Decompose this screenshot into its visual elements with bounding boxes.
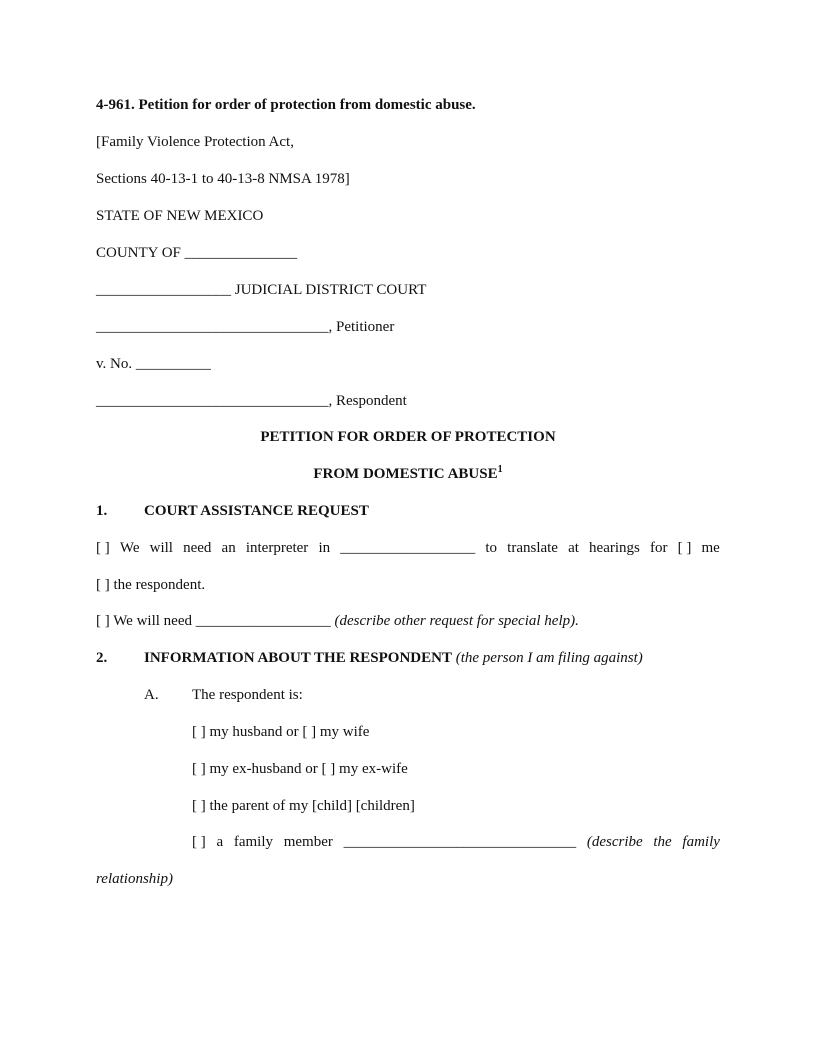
option-parent-of-child: [ ] the parent of my [child] [children] [192, 798, 415, 814]
court-caption: __________________ JUDICIAL DISTRICT COURT [96, 282, 427, 298]
respondent-line: _______________________________, Respondent [96, 393, 407, 409]
section-1-title: COURT ASSISTANCE REQUEST [144, 503, 369, 519]
petition-title-line-1: PETITION FOR ORDER OF PROTECTION [260, 429, 556, 445]
statute-line-2: Sections 40-13-1 to 40-13-8 NMSA 1978] [96, 171, 350, 187]
interp-row-word: will [149, 540, 173, 556]
option-family-member [192, 833, 720, 851]
subsection-a-letter: A. [144, 687, 159, 703]
family-relationship-cont: relationship) [96, 871, 173, 887]
interp-row-word: an [221, 540, 236, 556]
interpreter-request-line [96, 539, 720, 557]
subsection-a-label: The respondent is: [192, 687, 303, 703]
interp-row-word: for [650, 540, 668, 556]
family-row-word: member [283, 834, 333, 850]
interpreter-request-cont: [ ] the respondent. [96, 577, 206, 593]
petitioner-line: _______________________________, Petitioner [96, 319, 395, 335]
subsection-a [144, 686, 303, 704]
family-row-word: [ ] [192, 834, 206, 850]
state-caption: STATE OF NEW MEXICO [96, 208, 264, 224]
section-2-heading [96, 649, 643, 667]
case-number-line: v. No. __________ [96, 356, 211, 372]
footnote-marker: 1 [497, 464, 503, 475]
other-request-note: (describe other request for special help). [334, 613, 579, 629]
interp-row-word: need [183, 540, 212, 556]
interp-row-word: translate [507, 540, 558, 556]
other-request-text: [ ] We will need __________________ [96, 613, 335, 629]
family-row-note-word: family [682, 834, 720, 850]
interp-row-word: me [701, 540, 720, 556]
interp-row-word: We [119, 540, 140, 556]
petition-title-text: FROM DOMESTIC ABUSE [313, 466, 498, 482]
option-ex-spouse: [ ] my ex-husband or [ ] my ex-wife [192, 761, 408, 777]
interp-row-word: [ ] [96, 540, 110, 556]
interp-row-word: [ ] [677, 540, 692, 556]
interp-row-word: to [485, 540, 498, 556]
section-1-heading [96, 502, 369, 520]
statute-line-1: [Family Violence Protection Act, [96, 134, 294, 150]
family-row-note-word: (describe [586, 834, 643, 850]
interp-row-word: hearings [589, 540, 640, 556]
family-row-word: _______________________________ [343, 834, 577, 850]
rule-heading: 4-961. Petition for order of protection from domestic abuse. [96, 97, 476, 113]
section-2-title-note: (the person I am filing against) [451, 650, 643, 666]
family-row-note-word: the [653, 834, 672, 850]
interp-row-word: in [318, 540, 331, 556]
option-spouse: [ ] my husband or [ ] my wife [192, 724, 370, 740]
section-2-title: INFORMATION ABOUT THE RESPONDENT [144, 650, 452, 666]
interp-row-word: at [568, 540, 579, 556]
petition-title-line-2 [96, 465, 720, 483]
section-2-number: 2. [96, 650, 108, 666]
family-row-word: a [216, 834, 224, 850]
family-row-word: family [233, 834, 274, 850]
section-1-number: 1. [96, 503, 108, 519]
county-caption: COUNTY OF _______________ [96, 245, 298, 261]
interp-row-word: __________________ [340, 540, 476, 556]
other-request-line [96, 612, 579, 630]
interp-row-word: interpreter [245, 540, 309, 556]
